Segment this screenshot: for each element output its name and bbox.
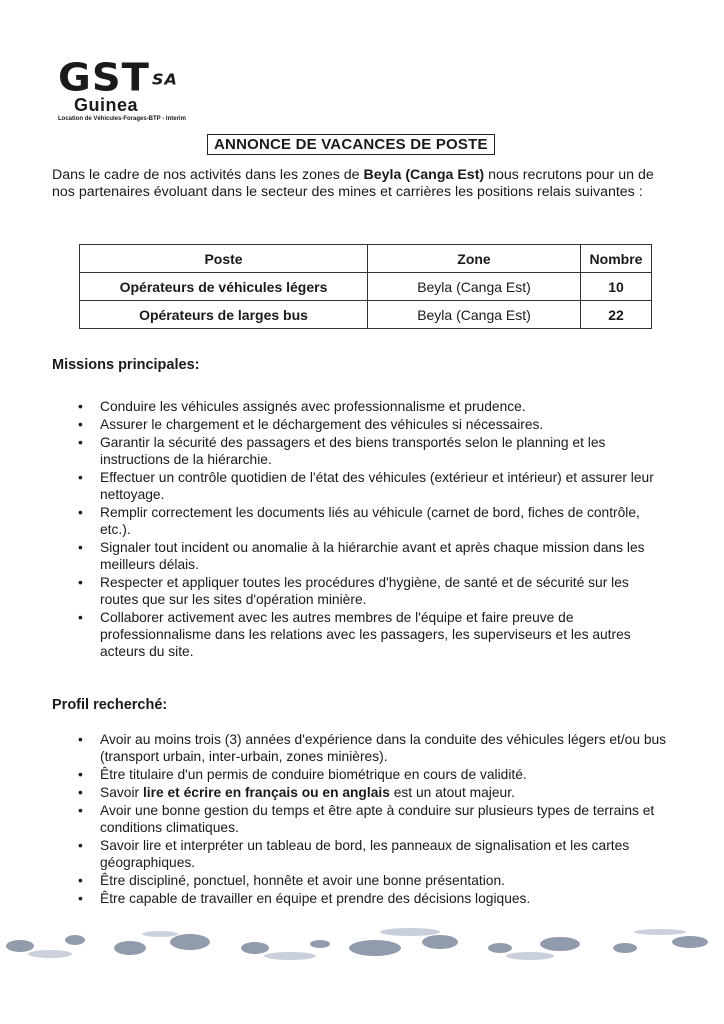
list-item: • Avoir au moins trois (3) années d'expérience dans la conduite des véhicules légers et/ou bus (transport urbain, inter-urbain, zones minières). — [78, 732, 667, 764]
cell-zone: Beyla (Canga Est) — [368, 273, 581, 301]
missions-heading: Missions principales: — [52, 357, 200, 373]
list-item: • Être titulaire d'un permis de conduire biométrique en cours de validité. — [78, 767, 527, 782]
bullet-icon: • — [78, 610, 83, 625]
list-item: • Remplir correctement les documents liés au véhicule (carnet de bord, fiches de contrôle, etc.). — [78, 505, 640, 537]
scan-noise-band — [0, 918, 724, 968]
table-header-row — [80, 245, 652, 273]
bullet-icon: • — [78, 732, 83, 747]
missions-list — [78, 398, 668, 661]
header-nombre: Nombre — [581, 245, 652, 273]
bullet-icon: • — [78, 785, 83, 800]
intro-paragraph: Dans le cadre de nos activités dans les zones de Beyla (Canga Est) nous recrutons pour un de nos partenaires évoluant dans le secteur des mines et carrières les positions relais suivantes : — [52, 167, 654, 200]
list-item: • Être discipliné, ponctuel, honnête et avoir une bonne présentation. — [78, 873, 505, 888]
list-item: • Collaborer activement avec les autres membres de l'équipe et faire preuve de professionnalisme dans les relations avec les passagers, les superviseurs et les autres acteurs du site. — [78, 610, 631, 659]
bullet-icon: • — [78, 470, 83, 485]
bullet-icon: • — [78, 505, 83, 520]
list-item: • Garantir la sécurité des passagers et des biens transportés selon le planning et les instructions de la hiérarchie. — [78, 435, 606, 467]
document-title: ANNONCE DE VACANCES DE POSTE — [207, 134, 495, 155]
header-poste: Poste — [80, 245, 368, 273]
profil-heading: Profil recherché: — [52, 697, 168, 713]
table-row — [80, 301, 652, 329]
cell-zone: Beyla (Canga Est) — [368, 301, 581, 329]
cell-nombre: 22 — [581, 301, 652, 329]
zone-highlight: Beyla (Canga Est) — [363, 167, 485, 183]
bullet-icon: • — [78, 873, 83, 888]
bullet-icon: • — [78, 540, 83, 555]
logo-subtitle: Guinea — [74, 95, 139, 115]
cell-poste: Opérateurs de véhicules légers — [80, 273, 368, 301]
company-logo — [58, 58, 288, 130]
logo-mark: SA — [151, 70, 178, 89]
bullet-icon: • — [78, 575, 83, 590]
list-item: • Savoir lire et écrire en français ou en anglais est un atout majeur. — [78, 785, 515, 800]
list-item: • Conduire les véhicules assignés avec professionnalisme et prudence. — [78, 399, 526, 414]
bullet-icon: • — [78, 891, 83, 906]
header-zone: Zone — [368, 245, 581, 273]
positions-table — [79, 244, 652, 329]
list-item: • Être capable de travailler en équipe et prendre des décisions logiques. — [78, 891, 531, 906]
list-item: • Respecter et appliquer toutes les procédures d'hygiène, de santé et de sécurité sur les routes que sur les sites d'opération minière. — [78, 575, 629, 607]
bullet-icon: • — [78, 399, 83, 414]
logo-tagline: Location de Véhicules-Forages-BTP - Interim — [58, 116, 186, 122]
list-item: • Assurer le chargement et le déchargement des véhicules si nécessaires. — [78, 417, 544, 432]
logo-text: GST — [58, 56, 150, 100]
cell-poste: Opérateurs de larges bus — [80, 301, 368, 329]
bullet-icon: • — [78, 435, 83, 450]
bullet-icon: • — [78, 417, 83, 432]
table-row — [80, 273, 652, 301]
list-item: • Effectuer un contrôle quotidien de l'état des véhicules (extérieur et intérieur) et assurer leur nettoyage. — [78, 470, 654, 502]
list-item: • Savoir lire et interpréter un tableau de bord, les panneaux de signalisation et les cartes géographiques. — [78, 838, 630, 870]
profil-list — [78, 731, 668, 908]
language-highlight: lire et écrire en français ou en anglais — [142, 785, 390, 800]
cell-nombre: 10 — [581, 273, 652, 301]
bullet-icon: • — [78, 803, 83, 818]
list-item: • Signaler tout incident ou anomalie à la hiérarchie avant et après chaque mission dans les meilleurs délais. — [78, 540, 645, 572]
bullet-icon: • — [78, 767, 83, 782]
list-item: • Avoir une bonne gestion du temps et être apte à conduire sur plusieurs types de terrains et conditions climatiques. — [78, 803, 655, 835]
bullet-icon: • — [78, 838, 83, 853]
